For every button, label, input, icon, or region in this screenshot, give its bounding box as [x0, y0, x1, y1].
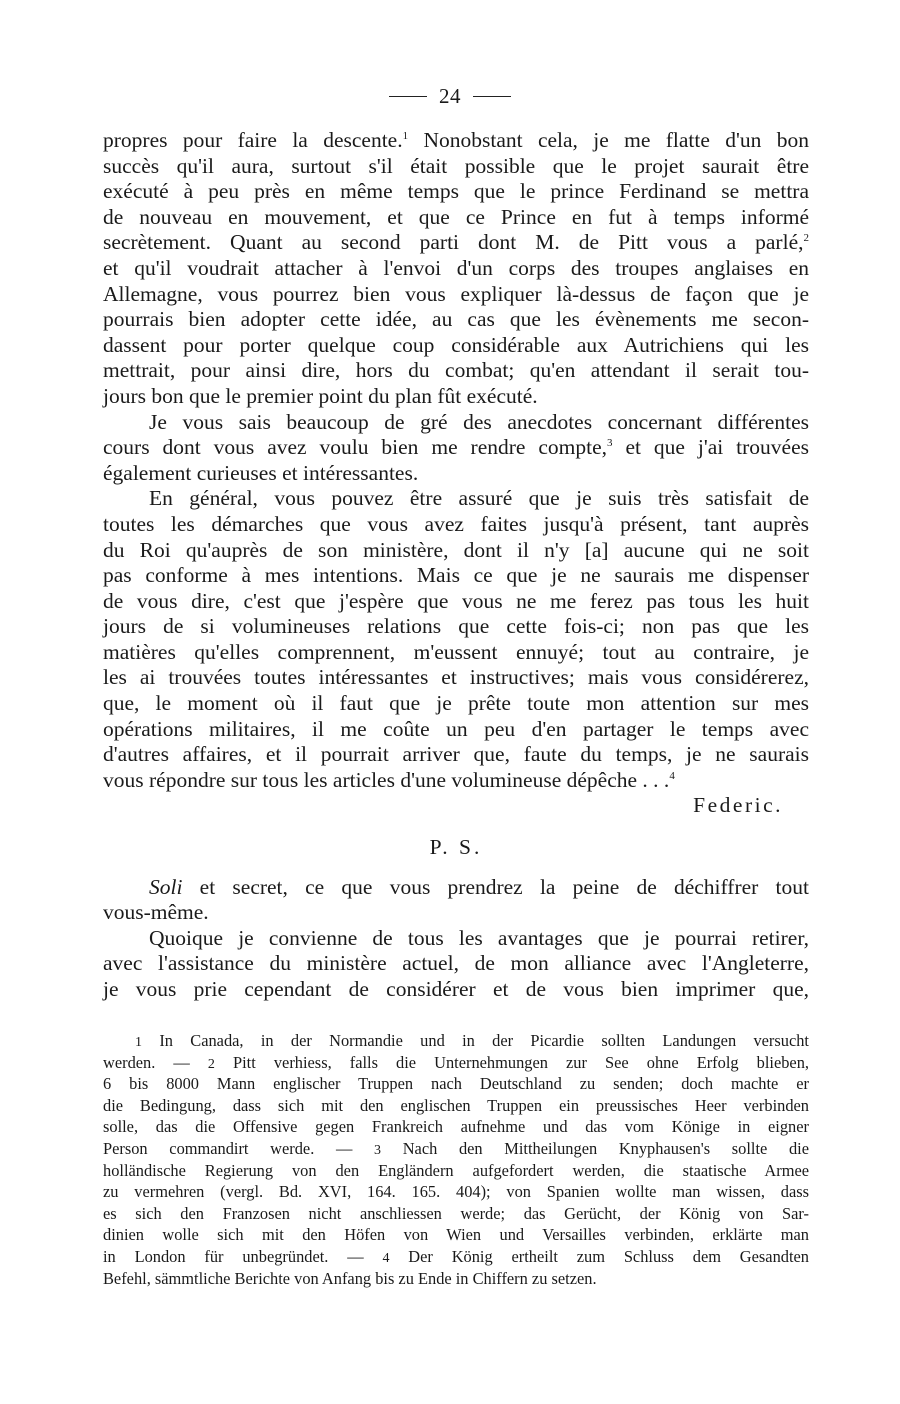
text-line: les ai trouvées toutes intéressantes et instructives; mais vous considérerez,: [103, 665, 809, 690]
header-rule-left: [389, 96, 427, 97]
text-line: de nouveau en mouvement, et que ce Prince en fut à temps informé: [103, 204, 809, 229]
footnote-line: solle, das die Offensive gegen Frankreich aufnehme und das vom Könige in eigner: [103, 1117, 809, 1137]
text-line: je vous prie cependant de considérer et de vous bien imprimer que,: [103, 977, 809, 1001]
footnote-mark: 4: [669, 769, 675, 782]
text-line: Soli et secret, ce que vous prendrez la peine de déchiffrer tout: [149, 874, 809, 899]
footnote-line: 6 bis 8000 Mann englischer Truppen nach Deutschland zu senden; doch machte er: [103, 1074, 809, 1094]
text-line: propres pour faire la descente.$^1$ Nonobstant cela, je me flatte d'un bon: [103, 128, 810, 152]
text-line: jours bon que le premier point du plan fût exécuté.: [103, 383, 538, 408]
footnote-line: dinien wolle sich mit den Höfen von Wien und Versailles verbinden, erklärte man: [103, 1225, 809, 1245]
footnote-line: die Bedingung, dass sich mit den englischen Truppen ein preussisches Heer verbinden: [103, 1095, 809, 1115]
text-line: dassent pour porter quelque coup considérable aux Autrichiens qui les: [103, 332, 809, 357]
text-line: avec l'assistance du ministère actuel, de mon alliance avec l'Angleterre,: [103, 951, 809, 976]
postscript-heading: P. S.: [429, 835, 483, 860]
text-line: En général, vous pouvez être assuré que je suis très satisfait de: [149, 486, 809, 511]
spacer: [103, 861, 809, 875]
main-text: [103, 128, 809, 1003]
page-header: [0, 84, 900, 109]
text-line: et qu'il voudrait attacher à l'envoi d'un corps des troupes anglaises en: [103, 255, 809, 280]
footnote-line: holländische Regierung von den Engländern aufgefordert werden, die staatische Armee: [103, 1160, 809, 1180]
page-number: 24: [439, 84, 461, 108]
text-line: Je vous sais beaucoup de gré des anecdotes concernant différentes: [149, 409, 809, 434]
footnote-mark: 2: [803, 232, 809, 245]
text-line: toutes les démarches que vous avez faites jusqu'à présent, tant auprès: [103, 511, 809, 536]
footnote-line: zu vermehren (vergl. Bd. XVI, 164. 165. 404); von Spanien wollte man wissen, dass: [103, 1182, 809, 1202]
text-line: également curieuses et intéressantes.: [103, 460, 419, 485]
footnote-mark: 3: [607, 437, 613, 450]
text-line: de vous dire, c'est que j'espère que vous ne me ferez pas tous les huit: [103, 588, 809, 613]
footnote-number: 3: [374, 1142, 382, 1158]
footnote-number: 2: [207, 1056, 215, 1072]
text-line: succès qu'il aura, surtout s'il était possible que le projet saurait être: [103, 153, 809, 178]
signature: Federic.: [693, 793, 783, 818]
text-line: cours dont vous avez voulu bien me rendre compte,$^3$ et que j'ai trouvées: [103, 435, 810, 460]
footnote-line: Befehl, sämmtliche Berichte von Anfang bis zu Ende in Chiffern zu setzen.: [103, 1268, 597, 1288]
text-line: mettrait, pour ainsi dire, hors du combat; qu'en attendant il serait tou-: [103, 358, 809, 383]
text-line: que, le moment où il faut que je prête toute mon attention sur mes: [103, 691, 809, 716]
footnote-number: 1: [135, 1035, 142, 1050]
text-line: exécuté à peu près en même temps que le prince Ferdinand se mettra: [103, 179, 809, 204]
footnote-line: Person commandirt werde. — 3 Nach den Mittheilungen Knyphausen's sollte die: [103, 1138, 809, 1158]
text-line: Quoique je convienne de tous les avantages que je pourrai retirer,: [149, 925, 809, 950]
text-line: vous-même.: [103, 900, 209, 925]
text-line: matières qu'elles comprennent, m'eussent ennuyé; tout au contraire, je: [103, 639, 809, 664]
text-line: vous répondre sur tous les articles d'une volumineuse dépêche . . .$^4$: [103, 767, 675, 792]
header-rule-right: [473, 96, 511, 97]
text-line: pourrais bien adopter cette idée, au cas que les évènements me secon-: [103, 307, 809, 332]
spacer: [103, 819, 809, 835]
footnote-line: werden. — 2 Pitt verhiess, falls die Unternehmungen zur See ohne Erfolg blieben,: [103, 1052, 810, 1072]
text-line: pas conforme à mes intentions. Mais ce que je ne saurais me dispenser: [103, 563, 809, 588]
footnote-line: es sich den Franzosen nicht anschliessen werde; das Gerücht, der König von Sar-: [103, 1203, 809, 1223]
text-line: Allemagne, vous pourrez bien vous expliquer là-dessus de façon que je: [103, 281, 809, 306]
text-line: opérations militaires, il me coûte un peu d'en partager le temps avec: [103, 716, 809, 741]
footnote-mark: 1: [402, 130, 409, 142]
text-line: secrètement. Quant au second parti dont M. de Pitt vous a parlé,$^2$: [103, 230, 809, 255]
footnote-number: 4: [382, 1250, 390, 1266]
footnotes: [103, 1030, 809, 1289]
text-line: jours de si volumineuses relations que cette fois-ci; non pas que les: [103, 614, 809, 639]
text-line: d'autres affaires, et il pourrait arriver que, faute du temps, je ne saurais: [103, 742, 809, 767]
footnote-line: 1 In Canada, in der Normandie und in der Picardie sollten Landungen versucht: [135, 1031, 809, 1050]
footnote-line: in London für unbegründet. — 4 Der König ertheilt zum Schluss dem Gesandten: [103, 1246, 809, 1266]
text-line: du Roi qu'auprès de son ministère, dont il n'y [a] aucune qui ne soit: [103, 537, 809, 562]
